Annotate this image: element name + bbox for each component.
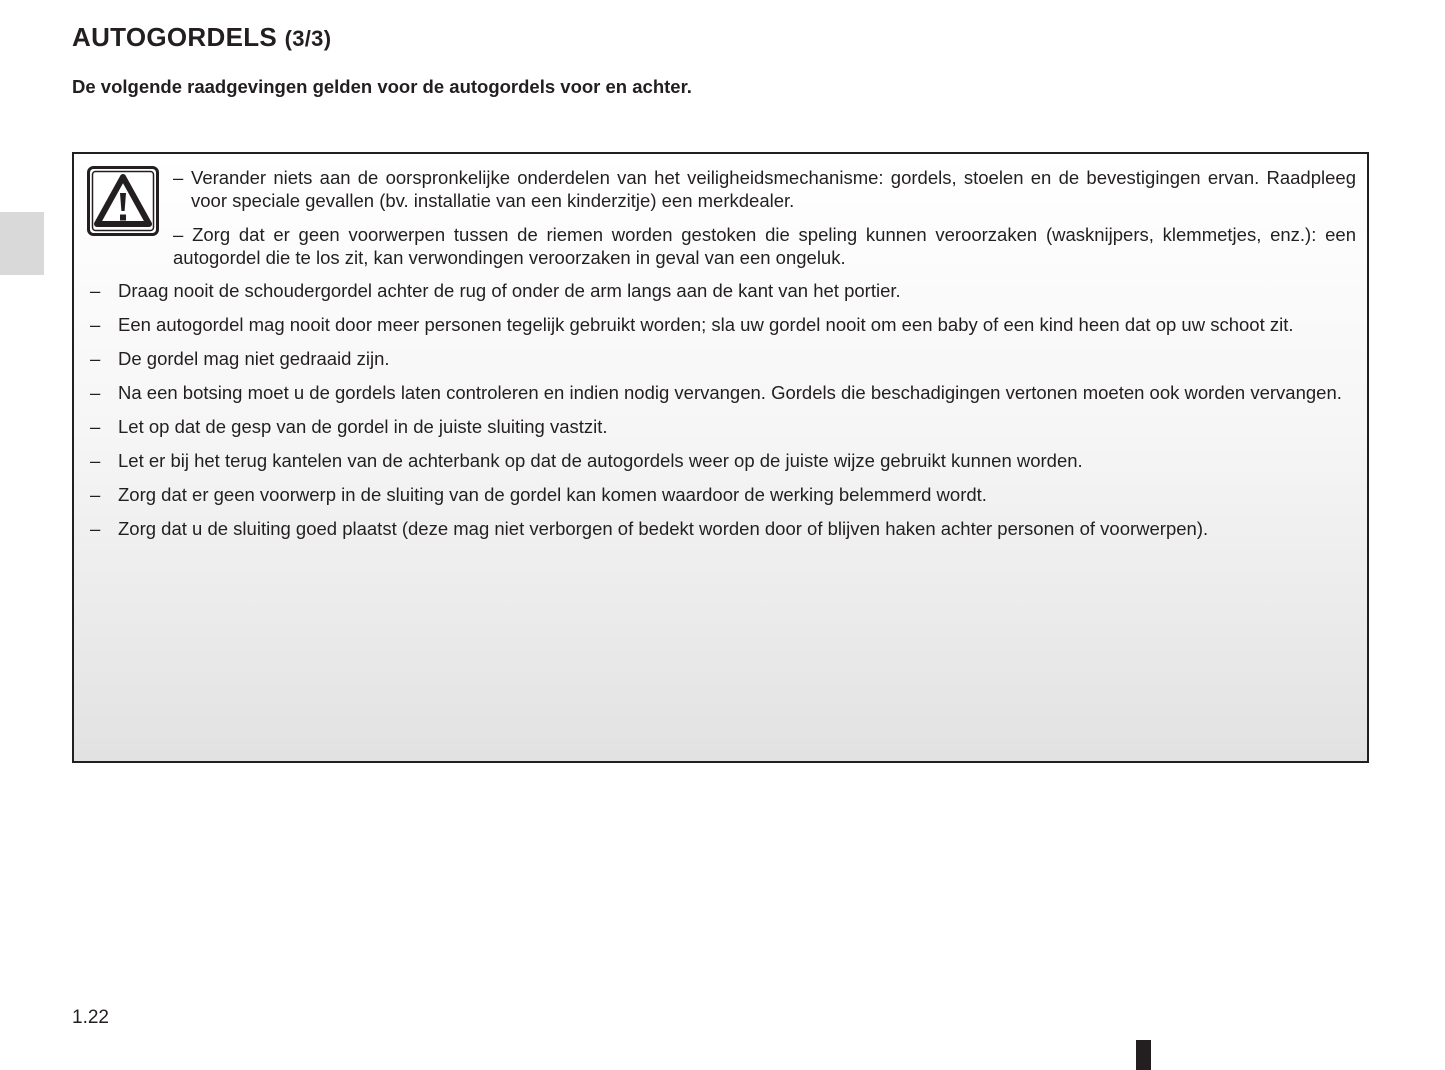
warning-item-text: Verander niets aan de oorspronkelijke onderdelen van het veiligheidsmechanisme: gordels, stoelen en de bevestigingen ervan. Raadpleeg voor speciale gevallen (bv. installatie van een kinderzitje) een merkdealer. — [191, 167, 1356, 211]
page-number: 1.22 — [72, 1007, 109, 1028]
list-item-text: Let op dat de gesp van de gordel in de juiste sluiting vastzit. — [118, 416, 608, 437]
dash-marker: – — [90, 450, 101, 471]
list-item-text: De gordel mag niet gedraaid zijn. — [118, 348, 390, 369]
list-item-text: Na een botsing moet u de gordels laten controleren en indien nodig vervangen. Gordels die beschadigingen vertonen moeten ook worden vervangen. — [118, 382, 1342, 403]
page-title — [72, 22, 331, 53]
list-item-text: Let er bij het terug kantelen van de achterbank op dat de autogordels weer op de juiste wijze gebruikt kunnen worden. — [118, 450, 1083, 471]
list-item-text: Zorg dat er geen voorwerp in de sluiting van de gordel kan komen waardoor de werking belemmerd wordt. — [118, 484, 987, 505]
list-item — [88, 415, 1356, 438]
dash-marker: – — [90, 280, 101, 301]
intro-text: De volgende raadgevingen gelden voor de autogordels voor en achter. — [72, 76, 692, 97]
warning-item — [173, 166, 1356, 212]
dash-marker: – — [173, 167, 184, 188]
warning-item-text: Zorg dat er geen voorwerpen tussen de riemen worden gestoken die speling kunnen veroorzaken (wasknijpers, klemmetjes, enz.): een autogordel die te los zit, kan verwondingen veroorzaken in geval van een ongeluk. — [173, 224, 1356, 268]
title-text: AUTOGORDELS — [72, 22, 278, 52]
warning-item — [173, 223, 1356, 269]
dash-marker: – — [90, 314, 101, 335]
list-item-text: Zorg dat u de sluiting goed plaatst (deze mag niet verborgen of bedekt worden door of blijven haken achter personen of voorwerpen). — [118, 518, 1209, 539]
list-item — [88, 313, 1356, 336]
title-part-indicator: (3/3) — [284, 26, 332, 51]
warning-top-items — [173, 166, 1356, 280]
list-item — [88, 279, 1356, 302]
dash-marker: – — [90, 416, 101, 437]
dash-marker: – — [90, 518, 101, 539]
dash-marker: – — [173, 224, 184, 245]
warning-triangle-icon — [87, 166, 159, 236]
list-item — [88, 449, 1356, 472]
chapter-tab — [0, 212, 44, 275]
list-item-text: Draag nooit de schoudergordel achter de rug of onder de arm langs aan de kant van het portier. — [118, 280, 901, 301]
list-item — [88, 381, 1356, 404]
warning-list — [88, 279, 1356, 551]
dash-marker: – — [90, 484, 101, 505]
dash-marker: – — [90, 348, 101, 369]
warning-box — [72, 152, 1369, 763]
list-item — [88, 517, 1356, 540]
corner-mark — [1136, 1040, 1151, 1070]
list-item-text: Een autogordel mag nooit door meer personen tegelijk gebruikt worden; sla uw gordel nooit om een baby of een kind heen dat op uw schoot zit. — [118, 314, 1294, 335]
list-item — [88, 347, 1356, 370]
list-item — [88, 483, 1356, 506]
dash-marker: – — [90, 382, 101, 403]
